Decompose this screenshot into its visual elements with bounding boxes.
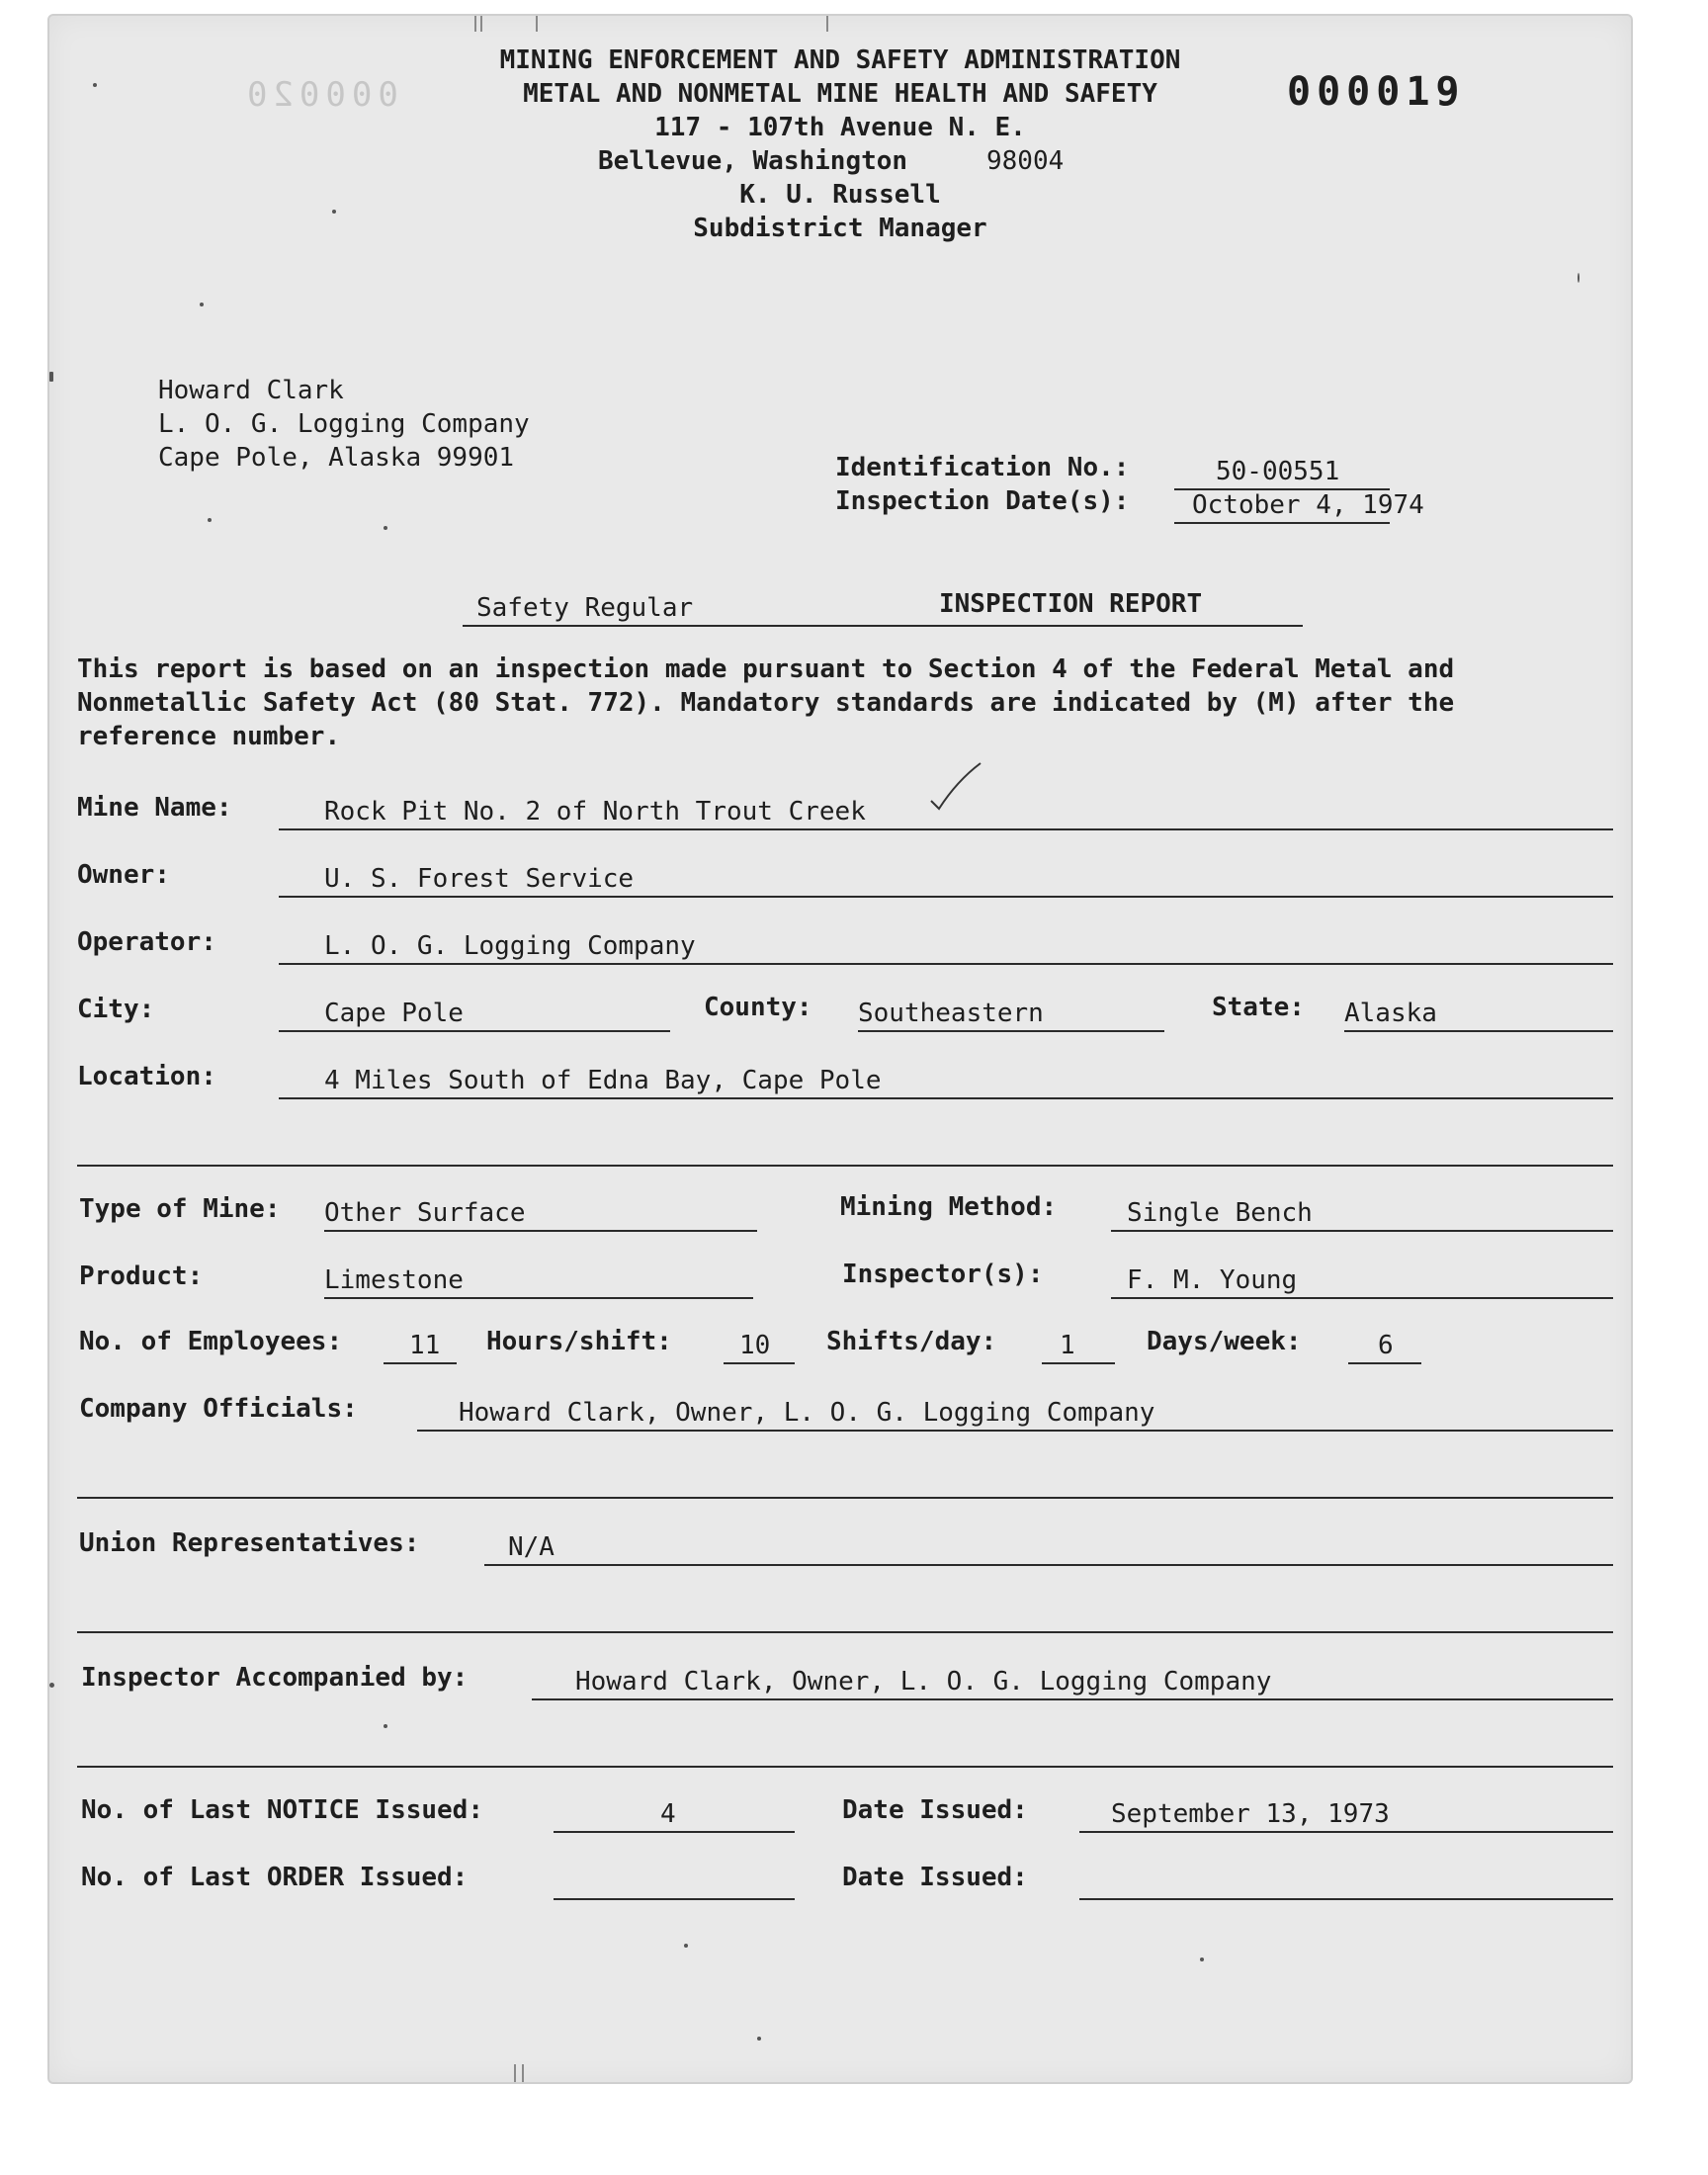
product-underline [324,1297,753,1299]
document-number: 000019 [1287,69,1466,115]
inspection-date-value: October 4, 1974 [1192,490,1424,520]
inspectors-value: F. M. Young [1127,1265,1298,1295]
agency-city-state: Bellevue, Washington [598,146,908,176]
days-week-value: 6 [1378,1331,1394,1360]
owner-underline [279,896,1613,898]
city-underline [279,1030,670,1032]
binder-mark [514,2064,516,2082]
union-reps-underline [484,1564,1613,1566]
union-reps-label: Union Representatives: [79,1528,420,1558]
mine-name-underline [279,828,1613,830]
accompanied-by-label: Inspector Accompanied by: [81,1663,469,1693]
location-underline [279,1097,1613,1099]
addressee-name: Howard Clark [158,376,344,405]
scan-speck [757,2037,761,2041]
agency-zip: 98004 [986,146,1065,176]
county-underline [858,1030,1164,1032]
binder-mark [480,16,482,32]
shifts-day-label: Shifts/day: [826,1327,997,1356]
shifts-day-value: 1 [1060,1331,1075,1360]
county-value: Southeastern [858,999,1044,1028]
state-label: State: [1212,993,1305,1022]
report-type-underline [463,625,1303,627]
notice-date-underline [1079,1831,1613,1833]
report-type-value: Safety Regular [476,593,694,623]
company-officials-label: Company Officials: [79,1394,358,1424]
hours-shift-value: 10 [739,1331,771,1360]
intro-line-2: Nonmetallic Safety Act (80 Stat. 772). Mandatory standards are indicated by (M) after the [77,688,1455,718]
mine-name-label: Mine Name: [77,793,232,823]
scan-speck [93,83,97,87]
scan-speck [200,303,204,306]
owner-value: U. S. Forest Service [324,864,635,894]
inspection-date-underline [1174,522,1390,524]
hours-shift-underline [724,1362,795,1364]
scan-speck [1578,273,1580,283]
binder-mark [474,16,476,32]
last-notice-value: 4 [660,1799,676,1829]
operator-label: Operator: [77,927,216,957]
mining-method-underline [1111,1230,1613,1232]
agency-division: METAL AND NONMETAL MINE HEALTH AND SAFETY [523,79,1157,109]
notice-date-value: September 13, 1973 [1111,1799,1390,1829]
check-mark-icon [927,761,986,815]
notice-date-label: Date Issued: [842,1795,1028,1825]
owner-label: Owner: [77,860,170,890]
inspectors-label: Inspector(s): [842,1260,1044,1289]
scan-speck [208,518,212,522]
binder-mark [536,16,538,32]
manager-name: K. U. Russell [739,180,941,210]
employees-value: 11 [409,1331,441,1360]
identification-label: Identification No.: [835,453,1130,482]
company-officials-underline [417,1430,1613,1432]
shifts-day-underline [1042,1362,1115,1364]
product-label: Product: [79,1262,204,1291]
mining-method-label: Mining Method: [840,1192,1058,1222]
scan-speck [1200,1958,1204,1961]
scan-speck [384,1724,387,1728]
county-label: County: [704,993,812,1022]
state-underline [1344,1030,1613,1032]
operator-underline [279,963,1613,965]
location-label: Location: [77,1062,216,1091]
accompanied-by-value: Howard Clark, Owner, L. O. G. Logging Company [575,1667,1272,1696]
employees-underline [384,1362,457,1364]
product-value: Limestone [324,1265,464,1295]
scan-speck [384,526,387,530]
scan-speck [684,1944,688,1948]
location-underline-2 [77,1165,1613,1167]
state-value: Alaska [1344,999,1437,1028]
ghost-document-number: 000020 [241,75,398,115]
company-officials-value: Howard Clark, Owner, L. O. G. Logging Company [459,1398,1155,1428]
inspectors-underline [1111,1297,1613,1299]
location-value: 4 Miles South of Edna Bay, Cape Pole [324,1066,882,1095]
accompanied-by-underline [532,1698,1613,1700]
report-title: INSPECTION REPORT [939,589,1203,619]
city-value: Cape Pole [324,999,464,1028]
employees-label: No. of Employees: [79,1327,343,1356]
mining-method-value: Single Bench [1127,1198,1313,1228]
identification-value: 50-00551 [1216,457,1340,486]
last-order-underline [554,1898,795,1900]
last-notice-label: No. of Last NOTICE Issued: [81,1795,483,1825]
union-reps-value: N/A [508,1532,555,1562]
inspection-date-label: Inspection Date(s): [835,486,1130,516]
operator-value: L. O. G. Logging Company [324,931,696,961]
scan-speck [49,1683,54,1688]
last-order-label: No. of Last ORDER Issued: [81,1863,469,1892]
binder-mark [522,2064,524,2082]
type-of-mine-label: Type of Mine: [79,1194,281,1224]
intro-line-1: This report is based on an inspection made pursuant to Section 4 of the Federal Metal and [77,654,1455,684]
accompanied-by-underline-2 [77,1766,1613,1768]
scan-speck [49,372,53,382]
intro-line-3: reference number. [77,722,341,751]
type-of-mine-underline [324,1230,757,1232]
days-week-underline [1348,1362,1421,1364]
order-date-label: Date Issued: [842,1863,1028,1892]
manager-title: Subdistrict Manager [693,214,987,243]
days-week-label: Days/week: [1147,1327,1302,1356]
order-date-underline [1079,1898,1613,1900]
addressee-company: L. O. G. Logging Company [158,409,530,439]
last-notice-underline [554,1831,795,1833]
union-reps-underline-2 [77,1631,1613,1633]
company-officials-underline-2 [77,1497,1613,1499]
inspection-report-page [47,14,1633,2084]
type-of-mine-value: Other Surface [324,1198,526,1228]
scan-speck [332,210,336,214]
addressee-city: Cape Pole, Alaska 99901 [158,443,515,473]
mine-name-value: Rock Pit No. 2 of North Trout Creek [324,797,866,826]
agency-street: 117 - 107th Avenue N. E. [654,113,1026,142]
hours-shift-label: Hours/shift: [486,1327,672,1356]
agency-name: MINING ENFORCEMENT AND SAFETY ADMINISTRATION [499,45,1181,75]
binder-mark [826,16,828,32]
city-label: City: [77,995,155,1024]
